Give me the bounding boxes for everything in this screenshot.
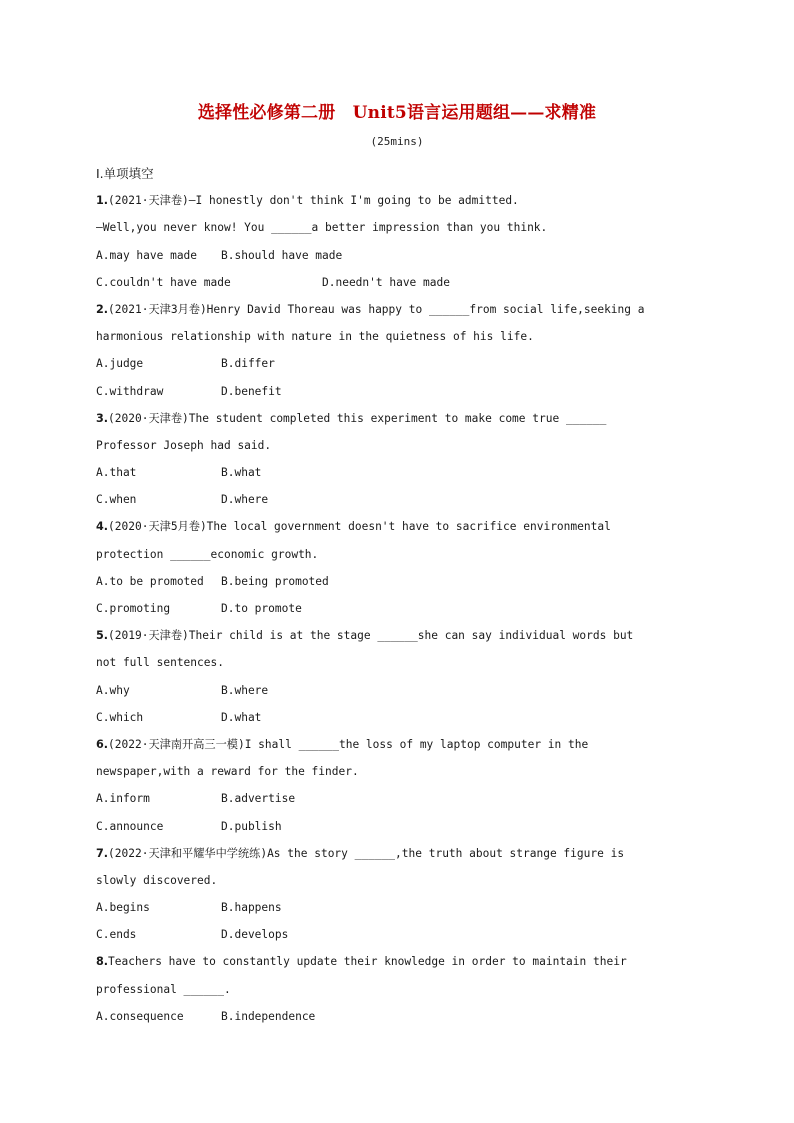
option-d: D.publish — [221, 819, 282, 833]
option-b: B.being promoted — [221, 574, 329, 588]
question-text: (2019·天津卷)Their child is at the stage ______she can say individual words but — [108, 629, 634, 643]
option-c: C.when — [96, 493, 137, 507]
question-text: (2020·天津卷)The student completed this experiment to make come true ______ — [108, 411, 607, 425]
question-number: 4. — [96, 520, 109, 534]
option-d: D.what — [221, 710, 262, 724]
option-c: C.which — [96, 710, 144, 724]
question-7 — [96, 840, 706, 949]
option-a: A.consequence — [96, 1009, 184, 1023]
option-c: C.couldn't have made — [96, 275, 231, 289]
question-text: Professor Joseph had said. — [96, 438, 272, 452]
question-1 — [96, 187, 706, 296]
question-number: 6. — [96, 737, 109, 751]
option-c: C.announce — [96, 819, 164, 833]
question-6 — [96, 731, 706, 840]
option-b: B.what — [221, 466, 262, 480]
question-text: —Well,you never know! You ______a better impression than you think. — [96, 221, 548, 235]
option-b: B.differ — [221, 357, 275, 371]
page-title: 选择性必修第二册 Unit5语言运用题组——求精准 — [197, 103, 597, 123]
question-text: professional ______. — [96, 982, 231, 996]
question-text: (2021·天津卷)—I honestly don't think I'm going to be admitted. — [108, 194, 519, 208]
question-number: 5. — [96, 629, 109, 643]
question-number: 8. — [96, 955, 109, 969]
option-b: B.where — [221, 683, 269, 697]
option-a: A.inform — [96, 792, 150, 806]
option-d: D.to promote — [221, 602, 302, 615]
question-8 — [96, 948, 706, 1030]
question-text: (2022·天津南开高三一模)I shall ______the loss of my laptop computer in the — [108, 737, 589, 751]
section-heading: Ⅰ.单项填空 — [96, 166, 154, 181]
option-d: D.benefit — [221, 384, 282, 398]
option-d: D.develops — [221, 928, 289, 942]
time-limit: (25mins) — [370, 135, 424, 148]
exercise-content — [96, 160, 706, 1030]
option-a: A.begins — [96, 901, 150, 915]
option-c: C.ends — [96, 928, 137, 942]
option-a: A.may have made — [96, 248, 198, 262]
question-text: newspaper,with a reward for the finder. — [96, 765, 359, 779]
question-4 — [96, 513, 706, 622]
question-text: (2020·天津5月卷)The local government doesn't have to sacrifice environmental — [108, 520, 611, 534]
option-b: B.independence — [221, 1009, 316, 1023]
option-c: C.withdraw — [96, 384, 164, 398]
option-d: D.needn't have made — [322, 275, 450, 289]
option-b: B.advertise — [221, 792, 296, 806]
question-text: protection ______economic growth. — [96, 547, 319, 561]
question-number: 2. — [96, 302, 109, 316]
option-a: A.why — [96, 683, 130, 697]
question-number: 1. — [96, 194, 109, 208]
question-text: not full sentences. — [96, 656, 224, 670]
option-c: C.promoting — [96, 602, 171, 615]
question-number: 7. — [96, 846, 109, 860]
option-a: A.that — [96, 466, 137, 480]
question-2 — [96, 296, 706, 405]
option-b: B.should have made — [221, 248, 343, 262]
option-a: A.to be promoted — [96, 574, 204, 588]
option-b: B.happens — [221, 901, 282, 915]
question-text: harmonious relationship with nature in the quietness of his life. — [96, 330, 534, 344]
question-3 — [96, 405, 706, 514]
question-text: slowly discovered. — [96, 873, 218, 887]
question-text: (2021·天津3月卷)Henry David Thoreau was happy to ______from social life,seeking a — [108, 302, 645, 316]
question-5 — [96, 622, 706, 731]
option-d: D.where — [221, 493, 269, 507]
option-a: A.judge — [96, 357, 144, 371]
question-text: (2022·天津和平耀华中学统练)As the story ______,the truth about strange figure is — [108, 846, 625, 860]
question-number: 3. — [96, 411, 109, 425]
question-text: Teachers have to constantly update their knowledge in order to maintain their — [108, 955, 627, 969]
